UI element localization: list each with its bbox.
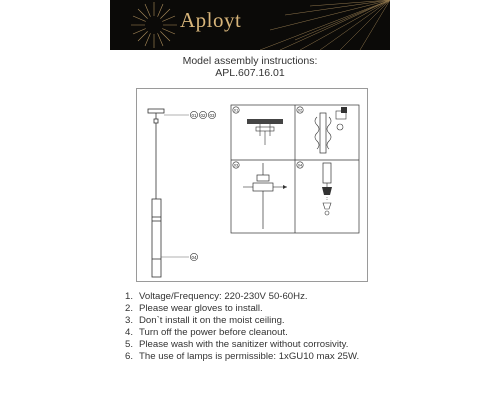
spec-item: 4. Turn off the power before cleanout. (125, 326, 288, 338)
spec-item: 5. Please wash with the sanitizer without corrosivity. (125, 338, 349, 350)
specifications-list (125, 291, 359, 362)
brand-logo: Aployt (180, 8, 242, 32)
step-panel-01 (233, 107, 283, 145)
spec-item: 2. Please wear gloves to install. (125, 302, 263, 314)
callout-03 (208, 111, 215, 118)
spec-item: 6. The use of lamps is permissible: 1xGU10 max 25W. (125, 350, 360, 362)
callout-01 (190, 111, 197, 118)
spec-item: 1. Voltage/Frequency: 220-230V 50-60Hz. (125, 291, 308, 302)
panel-03-label: 03 (233, 162, 239, 168)
pendant-lamp-illustration (148, 109, 164, 277)
panel-04-label: 04 (297, 162, 303, 168)
model-number: APL.607.16.01 (215, 67, 285, 79)
diagram-drawing (137, 89, 367, 281)
panel-02-label: 02 (297, 107, 303, 113)
sunburst-decoration (110, 0, 390, 50)
brand-banner (110, 0, 390, 50)
callout-02-label: 02 (200, 112, 206, 118)
spec-item: 3. Don`t install it on the moist ceiling. (125, 314, 285, 326)
callout-01-label: 01 (191, 112, 197, 118)
panel-01-label: 01 (233, 107, 239, 113)
right-rays (260, 0, 390, 50)
callout-04 (190, 253, 197, 260)
sunburst-center (145, 16, 163, 34)
step-panel-02 (297, 107, 347, 153)
callout-03-label: 03 (209, 112, 215, 118)
page-title: Model assembly instructions: (182, 55, 318, 67)
step-panel-04 (297, 162, 332, 215)
step-panel-03 (233, 162, 287, 229)
assembly-diagram (136, 88, 368, 282)
callout-04-label: 04 (191, 254, 197, 260)
callout-02 (199, 111, 206, 118)
